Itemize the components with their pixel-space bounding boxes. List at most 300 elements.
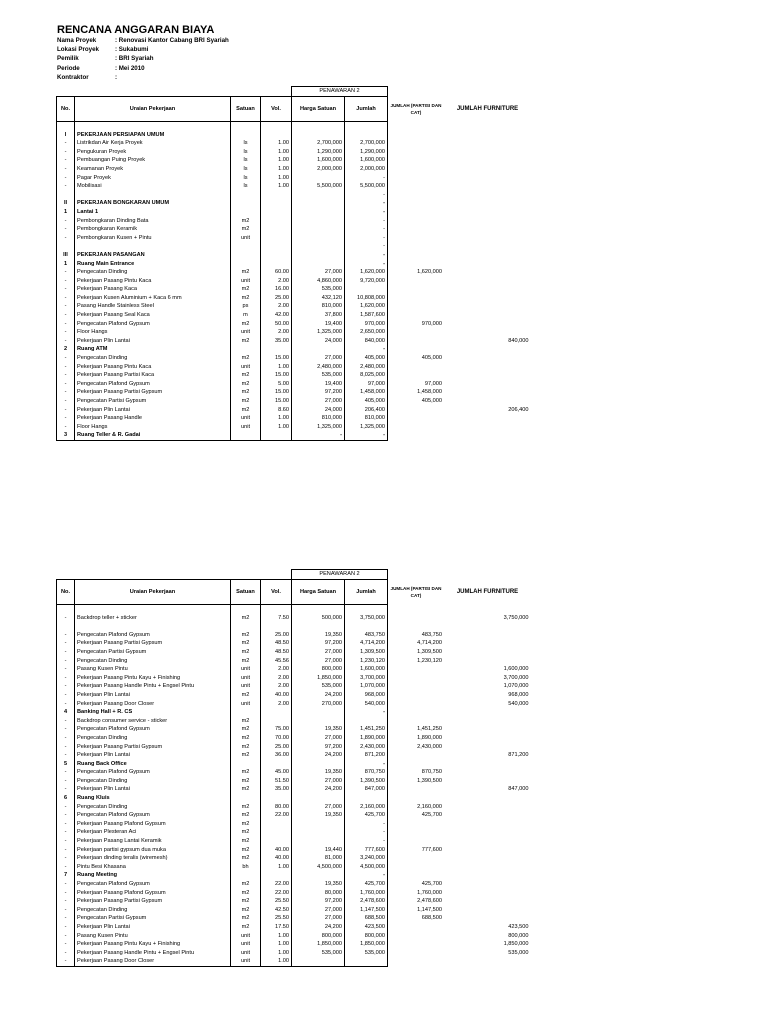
document-title: RENCANA ANGGARAN BIAYA [57,24,215,36]
row-partition-paint [388,414,445,423]
row-unit-price: 37,800 [292,311,345,320]
row-amount: 2,430,000 [345,743,388,752]
table-row [57,949,531,958]
meta-row [57,54,229,63]
meta-value: : Renovasi Kantor Cabang BRI Syariah [115,37,229,44]
row-amount: 5,500,000 [345,182,388,191]
row-amount: - [345,871,388,880]
meta-label: Kontraktor [57,73,89,81]
row-unit-price: 27,000 [292,397,345,406]
row-no: - [57,156,75,165]
row-partition-paint [388,932,445,941]
row-no: - [57,165,75,174]
header-no: No. [57,580,75,605]
row-amount: 2,478,600 [345,897,388,906]
row-no: - [57,923,75,932]
row-furniture [445,165,531,174]
row-description: Backdrop consumer service - sticker [75,717,231,726]
row-unit: unit [231,932,261,941]
row-description: Pengecatan Dinding [75,268,231,277]
row-no: 4 [57,708,75,717]
row-unit-price [292,234,345,243]
row-furniture [445,199,531,208]
row-volume: 25.50 [261,914,292,923]
row-furniture: 1,070,000 [503,683,529,690]
row-volume: 22.00 [261,889,292,898]
row-no: - [57,414,75,423]
row-volume: 1.00 [261,139,292,148]
row-amount: 425,700 [345,811,388,820]
row-unit: m2 [231,828,261,837]
row-partition-paint [388,614,445,623]
row-amount: 1,760,000 [345,889,388,898]
header-harga: Harga Satuan [292,580,345,605]
row-no: - [57,957,75,966]
row-partition-paint [388,751,445,760]
row-furniture [445,260,531,269]
header-vol: Vol. [261,97,292,122]
section-row [57,871,531,880]
row-volume [261,820,292,829]
row-unit-price: 27,000 [292,734,345,743]
row-no: - [57,949,75,958]
row-furniture [445,354,531,363]
row-unit: m2 [231,777,261,786]
table-row [57,923,531,932]
row-volume: 25.00 [261,743,292,752]
table-row [57,363,531,372]
meta-label: Lokasi Proyek [57,46,99,54]
row-partition-paint [388,251,445,260]
row-unit-price: 800,000 [292,932,345,941]
row-furniture [445,863,531,872]
row-volume: 1.00 [261,957,292,966]
row-no: - [57,268,75,277]
row-unit-price: 810,000 [292,302,345,311]
row-furniture [445,803,531,812]
row-unit-price: 800,000 [292,665,345,674]
row-unit-price [292,794,345,803]
row-volume: 2.00 [261,682,292,691]
row-description: Listrikdan Air Kerja Proyek [75,139,231,148]
table-row [57,320,531,329]
row-volume [261,794,292,803]
row-partition-paint [388,345,445,354]
header-uraian: Uraian Pekerjaan [75,580,231,605]
row-volume [261,871,292,880]
row-partition-paint: 425,700 [421,812,442,819]
row-unit-price: 1,850,000 [292,674,345,683]
row-no: - [57,225,75,234]
row-description: Pekerjaan Pasang Plafond Gypsum [75,889,231,898]
row-description: Banking Hall + R. CS [75,708,231,717]
row-amount [345,122,388,131]
row-no: - [57,277,75,286]
row-partition-paint [388,199,445,208]
table-row [57,337,531,346]
row-description: Pekerjaan Pasang Partisi Kaca [75,371,231,380]
row-amount: 871,200 [345,751,388,760]
row-unit-price: 27,000 [292,268,345,277]
row-volume [261,345,292,354]
row-unit-price: 535,000 [292,285,345,294]
meta-row [57,64,229,73]
row-amount: 8,025,000 [345,371,388,380]
row-volume [261,828,292,837]
row-unit: m2 [231,725,261,734]
row-description: Ruang Back Office [75,760,231,769]
row-furniture: 1,600,000 [503,666,529,673]
row-partition-paint [388,174,445,183]
row-amount: 535,000 [345,949,388,958]
row-amount: 540,000 [345,700,388,709]
row-volume: 42.00 [261,311,292,320]
row-volume: 1.00 [261,156,292,165]
row-furniture [445,880,531,889]
row-partition-paint [388,700,445,709]
row-description: Ruang ATM [75,345,231,354]
project-meta [57,36,229,82]
table-row [57,294,531,303]
row-amount: 97,000 [345,380,388,389]
table-row [57,932,531,941]
row-unit-price: 19,350 [292,880,345,889]
row-unit-price: 4,860,000 [292,277,345,286]
row-amount: 2,700,000 [345,139,388,148]
row-description: Pengecatan Plafond Gypsum [75,631,231,640]
row-description: PEKERJAAN PERSIAPAN UMUM [75,131,231,140]
row-unit-price [292,605,345,614]
row-unit: m [231,311,261,320]
row-unit-price: 19,350 [292,725,345,734]
row-furniture [445,820,531,829]
row-furniture [445,302,531,311]
row-partition-paint [388,794,445,803]
table-row [57,725,531,734]
row-description: Backdrop teller + sticker [75,614,231,623]
row-furniture [445,914,531,923]
row-volume: 25.50 [261,897,292,906]
row-unit-price: 432,120 [292,294,345,303]
row-partition-paint [388,337,445,346]
row-amount: 1,147,500 [345,906,388,915]
row-amount [345,957,388,966]
row-unit-price: 24,000 [292,337,345,346]
row-amount: - [345,234,388,243]
row-unit: ls [231,148,261,157]
row-no: - [57,363,75,372]
row-description: Pekerjaan Pasang Plafond Gypsum [75,820,231,829]
row-description: Pengecatan Plafond Gypsum [75,811,231,820]
row-volume [261,208,292,217]
table-row [57,700,531,709]
row-description: Pekerjaan Pasang Partisi Gypsum [75,388,231,397]
table-row [57,371,531,380]
row-no: II [57,199,75,208]
row-furniture [445,225,531,234]
header-row [57,97,531,122]
row-amount: 1,309,500 [345,648,388,657]
row-amount: 970,000 [345,320,388,329]
row-volume: 1.00 [261,949,292,958]
row-description: Pengecatan Dinding [75,734,231,743]
row-amount: 1,451,250 [345,725,388,734]
row-furniture [445,345,531,354]
row-no: - [57,639,75,648]
row-unit: unit [231,328,261,337]
row-amount [345,285,388,294]
row-unit: m2 [231,811,261,820]
row-amount: 1,600,000 [345,156,388,165]
row-amount: 2,160,000 [345,803,388,812]
row-amount [345,794,388,803]
table-row [57,234,531,243]
row-unit-price: 19,350 [292,811,345,820]
row-no: - [57,932,75,941]
header-jumlah: Jumlah [345,580,388,605]
spacer-cell [57,87,75,97]
row-description: Pekerjaan Pasang Partisi Gypsum [75,639,231,648]
row-description: Pengecatan Plafond Gypsum [75,320,231,329]
meta-value: : Sukabumi [115,46,149,54]
row-volume: 48.50 [261,639,292,648]
row-no [57,242,75,251]
row-no: - [57,940,75,949]
row-unit: m2 [231,785,261,794]
row-furniture [445,794,531,803]
row-volume: 40.00 [261,854,292,863]
row-amount: 1,390,500 [345,777,388,786]
row-no: - [57,863,75,872]
row-furniture [445,889,531,898]
table-row [57,674,531,683]
row-description [75,242,231,251]
row-unit: m2 [231,880,261,889]
row-partition-paint: 870,750 [421,769,442,776]
row-furniture [445,217,531,226]
row-description: Pekerjaan Pasang Partisi Gypsum [75,897,231,906]
table-row [57,605,531,614]
table-row [57,268,531,277]
row-furniture [445,837,531,846]
row-no: - [57,717,75,726]
row-volume: 25.00 [261,631,292,640]
row-unit: unit [231,234,261,243]
row-volume: 17.50 [261,923,292,932]
row-unit: m2 [231,320,261,329]
row-description: Pekerjaan Pasang Door Closer [75,700,231,709]
row-unit: m2 [231,648,261,657]
row-unit [231,242,261,251]
row-partition-paint [388,260,445,269]
row-no: 7 [57,871,75,880]
row-no [57,191,75,200]
row-volume: 1.00 [261,932,292,941]
row-partition-paint [388,182,445,191]
row-no: - [57,777,75,786]
table-row [57,880,531,889]
section-row [57,760,531,769]
meta-row [57,36,229,45]
row-unit: m2 [231,397,261,406]
row-unit: unit [231,700,261,709]
table-row [57,277,531,286]
row-description: Pekerjaan Pasang Pintu Kayu + Finishing [75,674,231,683]
row-amount: 2,650,000 [345,328,388,337]
row-no: - [57,371,75,380]
row-partition-paint [388,863,445,872]
row-furniture [445,743,531,752]
row-unit [231,191,261,200]
spacer-cell [261,87,292,97]
row-amount: 800,000 [345,932,388,941]
row-unit-price: 27,000 [292,914,345,923]
row-volume: 15.00 [261,397,292,406]
row-unit: m2 [231,889,261,898]
row-description: Pengecatan Dinding [75,803,231,812]
row-unit: unit [231,277,261,286]
row-unit-price: 535,000 [292,371,345,380]
row-unit: ps [231,302,261,311]
row-furniture [445,725,531,734]
row-description: Ruang Meeting [75,871,231,880]
row-no: - [57,785,75,794]
row-no: - [57,880,75,889]
row-no: - [57,631,75,640]
row-no: - [57,148,75,157]
row-volume [261,708,292,717]
row-volume: 1.00 [261,863,292,872]
row-unit-price: 19,350 [292,768,345,777]
row-partition-paint: 2,430,000 [417,743,442,750]
row-furniture: 840,000 [508,337,529,344]
row-amount: 1,890,000 [345,734,388,743]
row-unit-price [292,820,345,829]
row-volume: 35.00 [261,785,292,794]
row-volume: 2.00 [261,665,292,674]
row-description: Pasang Handle Stainless Steel [75,302,231,311]
row-amount: 425,700 [345,880,388,889]
row-unit: unit [231,940,261,949]
header-satuan: Satuan [231,580,261,605]
table-row [57,311,531,320]
row-unit: m2 [231,388,261,397]
row-unit [231,760,261,769]
row-unit [231,131,261,140]
row-unit-price [292,828,345,837]
table-row [57,691,531,700]
row-amount: - [345,174,388,183]
row-amount [345,717,388,726]
row-unit: m2 [231,897,261,906]
row-unit-price: 27,000 [292,648,345,657]
row-volume: 1.00 [261,182,292,191]
table-row [57,897,531,906]
row-volume [261,717,292,726]
row-description: Pengecatan Dinding [75,906,231,915]
row-no: - [57,182,75,191]
row-partition-paint [388,949,445,958]
row-unit: m2 [231,734,261,743]
row-description: Pekerjaan Pasang Pintu Kaca [75,277,231,286]
row-volume: 8.60 [261,406,292,415]
row-partition-paint [388,294,445,303]
row-partition-paint [388,234,445,243]
row-unit-price [292,225,345,234]
row-furniture [445,777,531,786]
row-unit: m2 [231,268,261,277]
table-row [57,743,531,752]
row-furniture: 206,400 [508,406,529,413]
row-description: Pintu Besi Khasana [75,863,231,872]
row-furniture [445,811,531,820]
row-unit [231,622,261,631]
row-unit-price: 97,200 [292,388,345,397]
row-unit: m2 [231,294,261,303]
spacer-cell [75,87,231,97]
meta-label: Periode [57,64,80,72]
row-partition-paint [388,302,445,311]
table-row [57,328,531,337]
table-row [57,846,531,855]
row-description [75,605,231,614]
row-description: Pekerjaan Plin Lantai [75,785,231,794]
row-unit: ls [231,139,261,148]
row-volume: 16.00 [261,285,292,294]
row-volume: 35.00 [261,337,292,346]
row-volume: 42.50 [261,906,292,915]
row-unit-price: 24,200 [292,751,345,760]
row-unit: unit [231,674,261,683]
row-volume: 40.00 [261,691,292,700]
row-unit: ls [231,156,261,165]
row-amount: - [345,345,388,354]
row-no: - [57,285,75,294]
row-description: Pekerjaan Plin Lantai [75,751,231,760]
row-amount [345,605,388,614]
row-no: - [57,294,75,303]
row-amount: 810,000 [345,414,388,423]
row-description: Pengecatan Plafond Gypsum [75,380,231,389]
table-row [57,302,531,311]
table-row [57,388,531,397]
row-partition-paint [388,242,445,251]
row-furniture [445,639,531,648]
row-description: Lantai 1 [75,208,231,217]
row-volume [261,242,292,251]
row-unit: m2 [231,691,261,700]
row-unit-price [292,208,345,217]
row-partition-paint [388,371,445,380]
row-unit: m2 [231,820,261,829]
header-furniture: JUMLAH FURNITURE [456,105,519,112]
row-partition-paint [388,785,445,794]
row-partition-paint: 1,230,120 [417,657,442,664]
row-no: - [57,725,75,734]
row-amount: 1,070,000 [345,682,388,691]
row-no: - [57,380,75,389]
row-amount: 2,480,000 [345,363,388,372]
row-unit-price [292,837,345,846]
spacer-cell [445,570,531,580]
row-unit-price [292,131,345,140]
row-volume: 48.50 [261,648,292,657]
row-description: Mobilisasi [75,182,231,191]
table-row [57,734,531,743]
header-vol: Vol. [261,580,292,605]
row-no: - [57,217,75,226]
row-partition-paint: 1,620,000 [417,269,442,276]
